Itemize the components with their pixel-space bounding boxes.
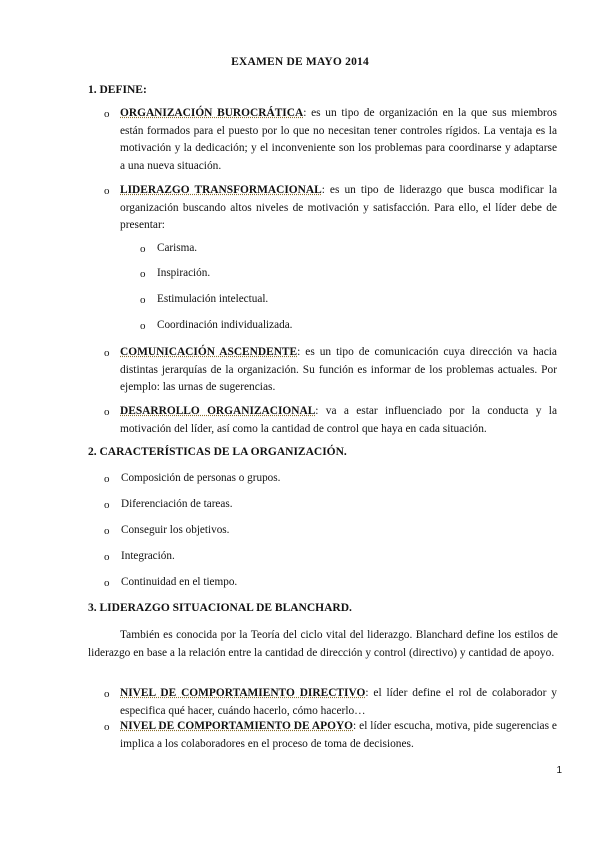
definition-term: NIVEL DE COMPORTAMIENTO DIRECTIVO	[120, 687, 366, 699]
sub-list-item: Inspiración.	[157, 267, 211, 279]
definition-item	[120, 344, 557, 397]
definition-item	[120, 105, 557, 175]
section-heading-define: 1. DEFINE:	[88, 84, 147, 96]
section-heading-characteristics: 2. CARACTERÍSTICAS DE LA ORGANIZACIÓN.	[88, 446, 347, 458]
bullet-marker: o	[140, 294, 146, 306]
definition-text: : el líder escucha, motiva, pide sugerencias e implica a los colaboradores en el proceso de toma de decisiones.	[120, 720, 557, 750]
bullet-marker: o	[104, 406, 110, 418]
definition-term: COMUNICACIÓN ASCENDENTE	[120, 346, 298, 358]
list-item: Composición de personas o grupos.	[121, 472, 281, 484]
bullet-marker: o	[104, 721, 110, 733]
definition-text: : es un tipo de liderazgo que busca modificar la organización buscando altos niveles de motivación y satisfacción. Para ello, el líder debe de presentar:	[120, 184, 557, 231]
bullet-marker: o	[104, 499, 110, 511]
definition-item	[120, 403, 557, 438]
list-item: Continuidad en el tiempo.	[121, 576, 238, 588]
definition-item	[120, 718, 557, 753]
bullet-marker: o	[140, 320, 146, 332]
definition-term: ORGANIZACIÓN BUROCRÁTICA	[120, 107, 304, 119]
bullet-marker: o	[104, 347, 110, 359]
bullet-marker: o	[104, 108, 110, 120]
bullet-marker: o	[104, 525, 110, 537]
bullet-marker: o	[140, 268, 146, 280]
bullet-marker: o	[140, 243, 146, 255]
bullet-marker: o	[104, 551, 110, 563]
bullet-marker: o	[104, 473, 110, 485]
definition-term: LIDERAZGO TRANSFORMACIONAL	[120, 184, 322, 196]
bullet-marker: o	[104, 688, 110, 700]
sub-list-item: Estimulación intelectual.	[157, 293, 269, 305]
section-paragraph: También es conocida por la Teoría del ciclo vital del liderazgo. Blanchard define los estilos de liderazgo en base a la relación entre la cantidad de dirección y control (directivo) y cantidad de apoyo.	[88, 629, 558, 659]
sub-list-item: Coordinación individualizada.	[157, 319, 293, 331]
definition-term: DESARROLLO ORGANIZACIONAL	[120, 405, 316, 417]
definition-item	[120, 182, 557, 235]
page-number: 1	[556, 765, 562, 776]
list-item: Diferenciación de tareas.	[121, 498, 233, 510]
definition-item	[120, 685, 557, 720]
sub-list-item: Carisma.	[157, 242, 198, 254]
definition-text: : es un tipo de organización en la que sus miembros están formados para el puesto por lo que no necesitan tener controles rígidos. La ventaja es la motivación y la dedicación; y el inconveniente son los problemas para coordinarse y adaptarse a una nueva situación.	[120, 107, 557, 172]
definition-text: : es un tipo de comunicación cuya dirección va hacia distintas jerarquías de la organización. Su función es informar de los problemas actuales. Por ejemplo: las urnas de sugerencias.	[120, 346, 557, 393]
bullet-marker: o	[104, 185, 110, 197]
definition-term: NIVEL DE COMPORTAMIENTO DE APOYO	[120, 720, 354, 732]
definition-text: : va a estar influenciado por la conducta y la motivación del líder, así como la cantidad de control que haya en cada situación.	[120, 405, 557, 435]
bullet-marker: o	[104, 577, 110, 589]
definition-text: : el líder define el rol de colaborador y especifica qué hacer, cuándo hacerlo, cómo hacerlo…	[120, 687, 557, 717]
page-title: EXAMEN DE MAYO 2014	[231, 56, 369, 68]
list-item: Integración.	[121, 550, 175, 562]
list-item: Conseguir los objetivos.	[121, 524, 230, 536]
section-heading-blanchard: 3. LIDERAZGO SITUACIONAL DE BLANCHARD.	[88, 602, 352, 614]
